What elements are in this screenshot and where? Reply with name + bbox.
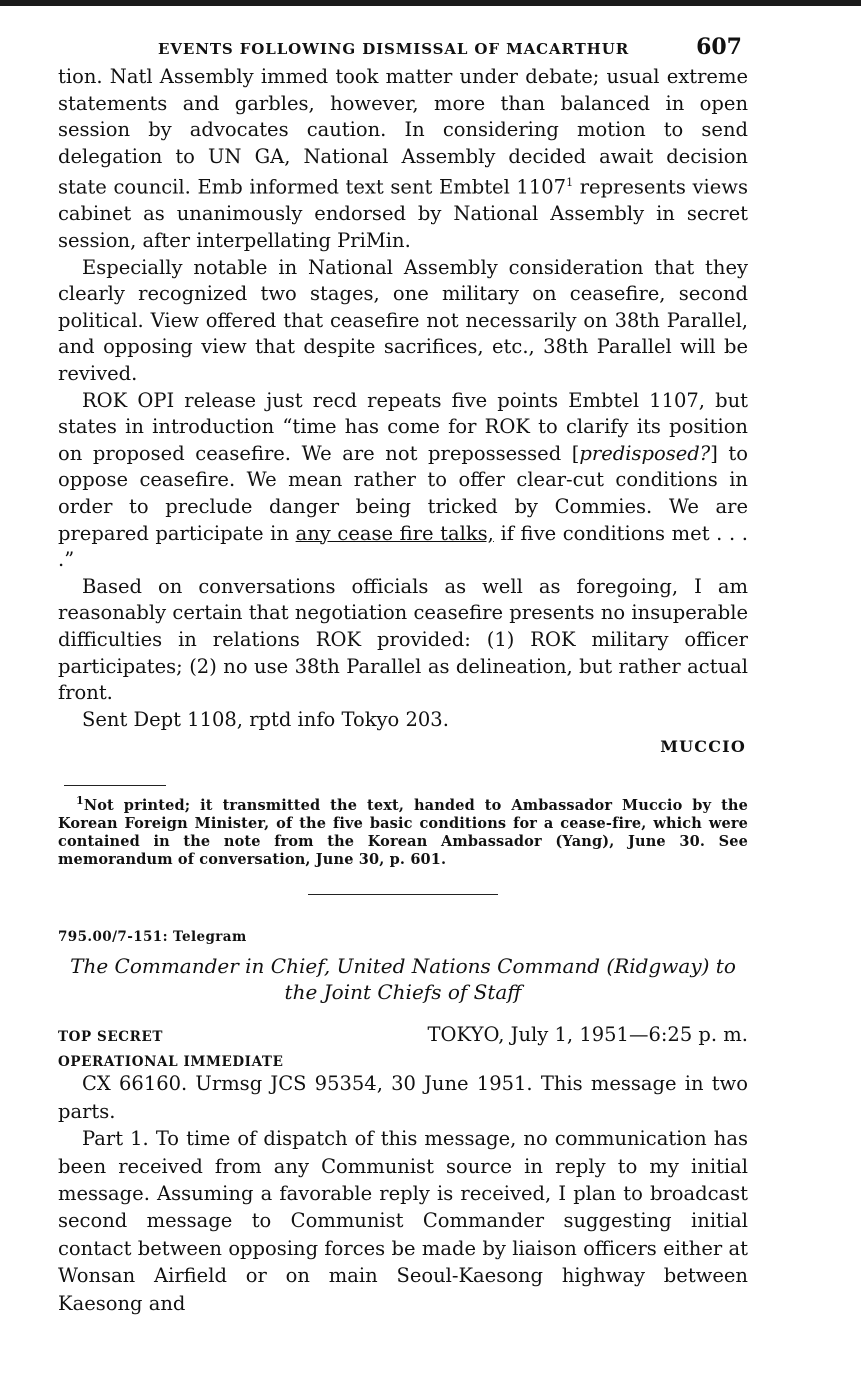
running-head-title: EVENTS FOLLOWING DISMISSAL OF MACARTHUR [158,40,630,58]
heading-line-2: the Joint Chiefs of Staff [284,980,522,1005]
paragraph-3: ROK OPI release just recd repeats five points Embtel 1107, but states in introduction “time has come for ROK to clarify its position on proposed ceasefire. We are not prepossessed [predisposed?] to oppose ceasefire. We mean rather to offer clear-cut conditions in order to preclude danger being tricked by Commies. We are prepared participate in any cease fire talks, if five conditions met . . . .” [58,388,748,572]
telegram-paragraph-1: CX 66160. Urmsg JCS 95354, 30 June 1951. This message in two parts. [58,1072,748,1123]
classification-label: TOP SECRET [58,1029,163,1046]
footnote: $^1$Not printed; it transmitted the text, handed to Ambassador Muccio by the Korean Foreign Minister, of the five basic conditions for a cease-fire, which were contained in the note from the Korean Ambassador (Yang), June 30. See memorandum of conversation, June 30, p. 601. [58,794,748,868]
telegram-body [58,1070,748,1317]
footnote-reference: 1 [566,176,574,190]
precedence-label: OPERATIONAL IMMEDIATE [58,1054,284,1071]
section-divider [308,894,498,895]
signature-line [58,737,748,756]
signature: MUCCIO [660,737,746,757]
paragraph-2: Especially notable in National Assembly consideration that they clearly recognized two stages, one military on ceasefire, second political. View offered that ceasefire not necessarily on 38th Parallel, and opposing view that despite sacrifices, etc., 38th Parallel will be revived. [58,255,748,386]
editorial-insertion: predisposed? [579,441,711,465]
document-file-reference: 795.00/7-151: Telegram [58,929,247,946]
telegram-paragraph-2: Part 1. To time of dispatch of this message, no communication has been received from any Communist source in reply to my initial message. Assuming a favorable reply is received, I plan to broadcast second message to Communist Commander suggesting initial contact between opposing forces be made by liaison officers either at Wonsan Airfield or on main Seoul-Kaesong highway between Kaesong and [58,1127,748,1315]
page-top-edge [0,0,861,6]
dateline: TOKYO, July 1, 1951—6:25 p. m. [427,1023,748,1047]
document-page [58,34,748,1317]
classification-row [58,1023,748,1046]
paragraph-4: Based on conversations officials as well as foregoing, I am reasonably certain that negotiation ceasefire presents no insuperable difficulties in relations ROK provided: (1) ROK military officer participates; (2) no use 38th Parallel as delineation, but rather actual front. [58,574,748,705]
running-head [58,34,748,60]
footnote-marker: 1 [76,794,84,808]
heading-line-1: The Commander in Chief, United Nations Command (Ridgway) to [70,954,736,979]
page-number: 607 [696,34,742,60]
footnote-divider [64,785,166,786]
paragraph-1: tion. Natl Assembly immed took matter under debate; usual extreme statements and garbles, however, more than balanced in open session by advocates caution. In considering motion to send delegation to UN GA, National Assembly decided await decision state council. Emb informed text sent Embtel 1107$^1$ represents views cabinet as unanimously endorsed by National Assembly in secret session, after interpellating PriMin. [58,65,748,253]
paragraph-5: Sent Dept 1108, rptd info Tokyo 203. [82,707,449,731]
underlined-phrase: any cease fire talks, [295,521,494,545]
document-heading [58,953,748,1005]
